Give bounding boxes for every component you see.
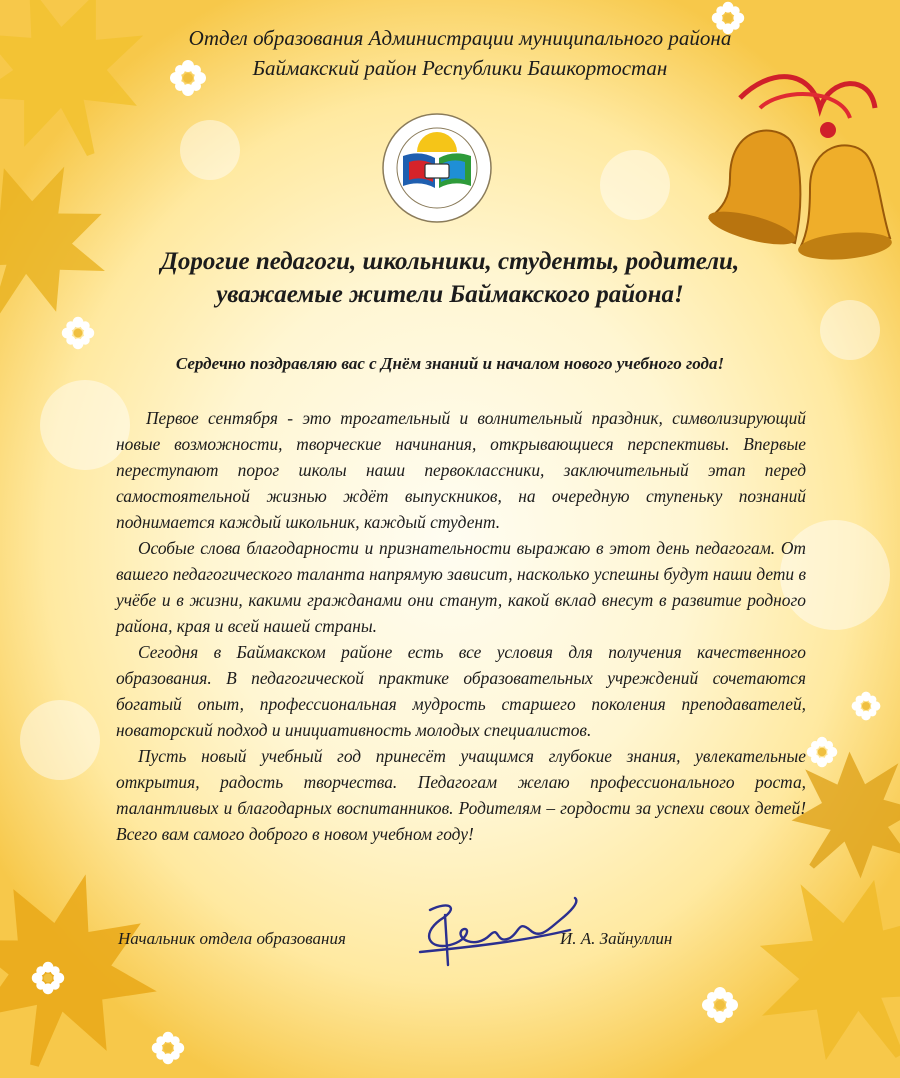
body-paragraph: Пусть новый учебный год принесёт учащимся глубокие знания, увлекательные открытия, радость творчества. Педагогам желаю профессионального роста, талантливых и благодарных воспитанников. Родителям – гордости за успехи своих детей! Всего вам самого доброго в новом учебном году!	[116, 746, 806, 844]
greeting-line: Сердечно поздравляю вас с Днём знаний и началом нового учебного года!	[175, 354, 725, 373]
education-department-logo	[363, 112, 511, 224]
bokeh-light	[20, 700, 100, 780]
header-line-2: Баймакский район Республики Башкортостан	[252, 56, 668, 80]
body-paragraph: Особые слова благодарности и признательности выражаю в этот день педагогам. От вашего педагогического таланта напрямую зависит, насколько успешны будут наши дети в учёбе и в жизни, какими гражданами они станут, какой вклад внесут в развитие родного района, края и всей нашей страны.	[116, 538, 806, 636]
title-line-1: Дорогие педагоги, школьники, студенты, родители,	[160, 248, 740, 275]
daisy-icon	[60, 315, 96, 351]
daisy-icon	[850, 690, 882, 722]
signatory-name: И. А. Зайнуллин	[560, 929, 673, 948]
daisy-icon	[150, 1030, 186, 1066]
bokeh-light	[180, 120, 240, 180]
daisy-icon	[30, 960, 66, 996]
bokeh-light	[820, 300, 880, 360]
body-paragraph: Сегодня в Баймакском районе есть все условия для получения качественного образования. В педагогической практике образовательных учреждений сочетаются богатый опыт, профессиональная мудрость старшего поколения преподавателей, новаторский подход и инициативность молодых специалистов.	[116, 642, 806, 740]
letter-title	[80, 245, 820, 311]
bokeh-light	[600, 150, 670, 220]
letter-body	[116, 405, 806, 847]
title-line-2: уважаемые жители Баймакского района!	[216, 281, 684, 308]
body-paragraph: Первое сентября - это трогательный и волнительный праздник, символизирующий новые возможности, творческие начинания, открывающиеся перспективы. Впервые переступают порог школы наши первоклассники, заключительный этап перед самостоятельной жизнью ждёт выпускников, на очередную ступеньку познаний поднимается каждый школьник, каждый студент.	[116, 408, 806, 532]
header-line-1: Отдел образования Администрации муниципального района	[188, 26, 732, 50]
daisy-icon	[700, 985, 740, 1025]
signatory-role: Начальник отдела образования	[118, 929, 346, 948]
daisy-icon	[805, 735, 839, 769]
